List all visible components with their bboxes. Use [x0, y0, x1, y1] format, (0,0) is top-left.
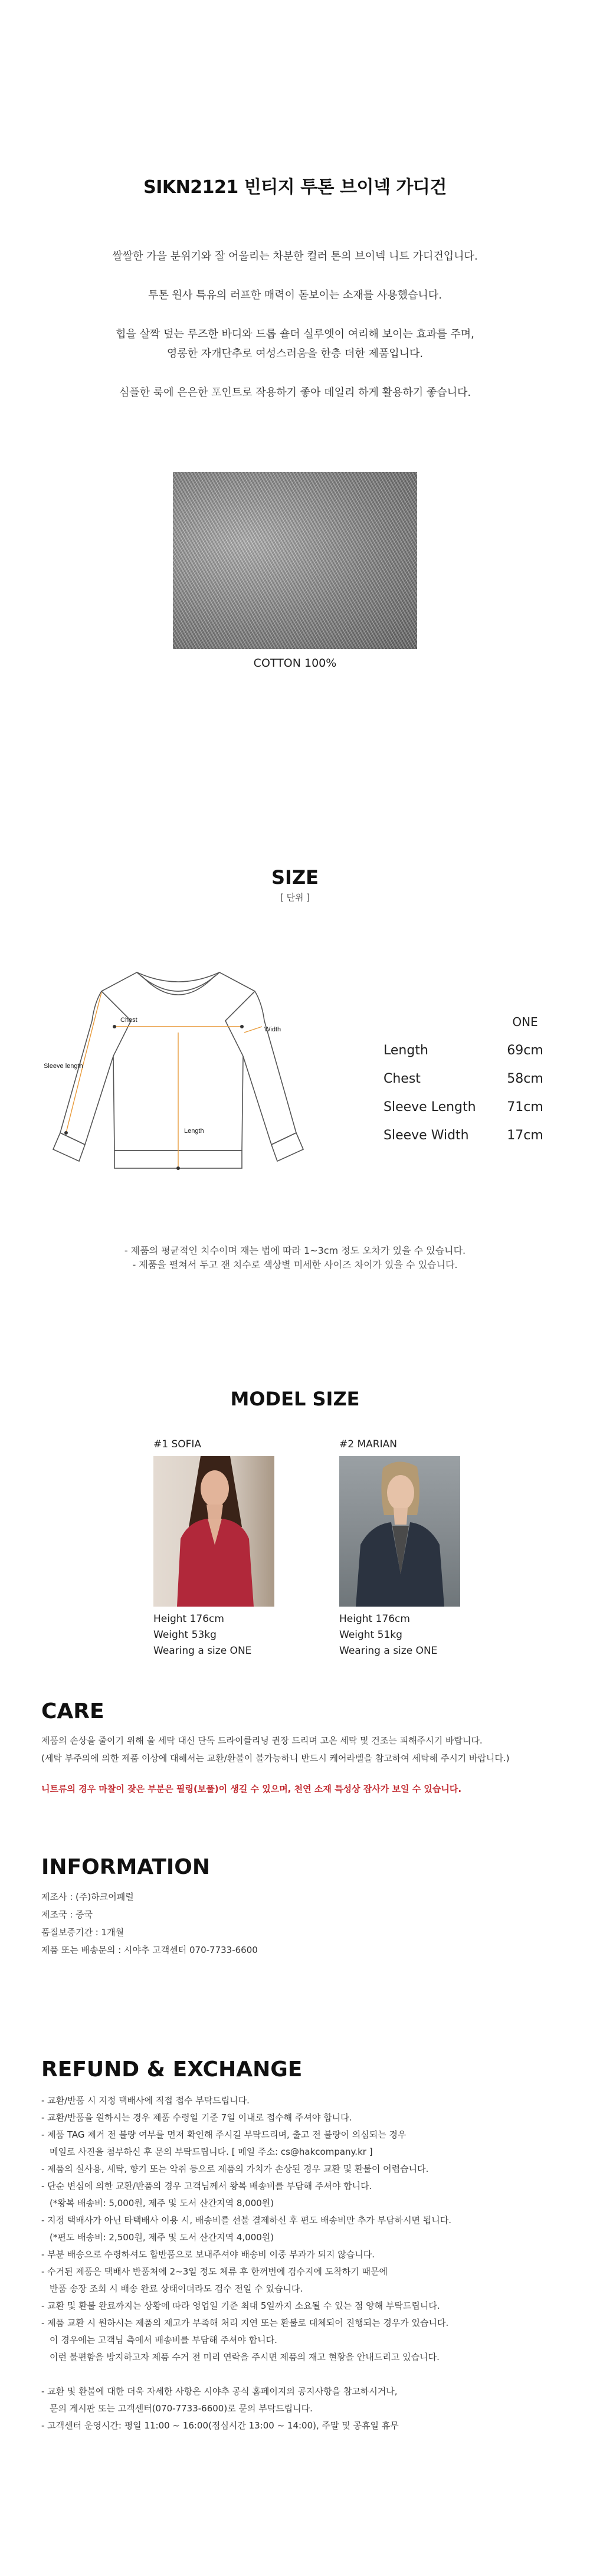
- model-weight: Weight 51kg: [339, 1629, 402, 1641]
- refund-line: (*왕복 배송비: 5,000원, 제주 및 도서 산간지역 8,000원): [50, 2198, 274, 2208]
- refund-line: 반품 송장 조회 시 배송 완료 상태이더라도 검수 전일 수 있습니다.: [50, 2283, 303, 2294]
- diagram-label-width: Width: [264, 1026, 281, 1033]
- intro-line: 심플한 룩에 은은한 포인트로 작용하기 좋아 데일리 하게 활용하기 좋습니다.: [119, 386, 471, 399]
- refund-line: 이런 불편함을 방지하고자 제품 수거 전 미리 연락을 주시면 제품의 재고 현황을 안내드리고 있습니다.: [50, 2352, 440, 2362]
- model-height: Height 176cm: [339, 1613, 410, 1625]
- fabric-swatch-image: [173, 472, 417, 649]
- model-figure-image: [153, 1456, 274, 1607]
- refund-line: - 교환/반품을 원하시는 경우 제품 수령일 기준 7일 이내로 접수해 주셔야 합니다.: [41, 2112, 352, 2123]
- model-height: Height 176cm: [153, 1613, 224, 1625]
- care-line: (세탁 부주의에 의한 제품 이상에 대해서는 교환/환불이 불가능하니 반드시 케어라벨을 참고하여 세탁해 주시기 바랍니다.): [41, 1753, 510, 1764]
- size-notes: [0, 1244, 590, 1272]
- size-section-title: SIZE: [271, 866, 319, 889]
- size-note: - 제품의 평균적인 치수이며 재는 법에 따라 1~3cm 정도 오차가 있을 수 있습니다.: [124, 1245, 466, 1256]
- refund-line: (*편도 배송비: 2,500원, 제주 및 도서 산간지역 4,000원): [50, 2232, 274, 2243]
- refund-body: [41, 2092, 560, 2434]
- care-body: [41, 1732, 560, 1798]
- refund-line: - 교환/반품 시 지정 택배사에 직접 접수 부탁드립니다.: [41, 2095, 250, 2106]
- model-size-title: MODEL SIZE: [230, 1388, 360, 1410]
- info-line: 제조사 : (주)하크어패럴: [41, 1892, 134, 1902]
- size-row-name: Chest: [384, 1071, 421, 1086]
- size-unit-label: [ 단위 ]: [280, 892, 310, 903]
- care-line: 제품의 손상을 줄이기 위해 울 세탁 대신 단독 드라이클리닝 권장 드리며 고온 세탁 및 건조는 피해주시기 바랍니다.: [41, 1735, 483, 1746]
- size-row-name: Sleeve Length: [384, 1100, 476, 1115]
- size-row-name: Length: [384, 1043, 428, 1058]
- refund-line: - 교환 및 환불 완료까지는 상황에 따라 영업일 기준 최대 5일까지 소요될 수 있는 점 양해 부탁드립니다.: [41, 2300, 440, 2311]
- intro-line: 투톤 원사 특유의 러프한 매력이 돋보이는 소재를 사용했습니다.: [148, 289, 442, 301]
- model-weight: Weight 53kg: [153, 1629, 217, 1641]
- model-name: #1 SOFIA: [153, 1438, 202, 1450]
- product-title: SIKN2121 빈티지 투톤 브이넥 가디건: [143, 177, 447, 198]
- refund-line: 메일로 사진을 첨부하신 후 문의 부탁드립니다. [ 메일 주소: cs@hakcompany.kr ]: [50, 2146, 373, 2157]
- product-intro: [0, 247, 590, 422]
- diagram-label-length: Length: [184, 1128, 204, 1135]
- size-row-value: 58cm: [507, 1071, 543, 1086]
- size-row-value: 17cm: [507, 1128, 543, 1143]
- care-title: CARE: [41, 1699, 104, 1723]
- model-name: #2 MARIAN: [339, 1438, 397, 1450]
- refund-spacer: [41, 2366, 560, 2383]
- refund-line: - 교환 및 환불에 대한 더욱 자세한 사항은 시야추 공식 홈페이지의 공지사항을 참고하시거나,: [41, 2386, 398, 2397]
- size-row-value: 69cm: [507, 1043, 543, 1058]
- model-photo: [153, 1456, 274, 1607]
- refund-line: - 제품의 실사용, 세탁, 향기 또는 악취 등으로 제품의 가치가 손상된 경우 교환 및 환불이 어렵습니다.: [41, 2164, 429, 2174]
- information-body: [41, 1888, 560, 1959]
- model-figure-image: [339, 1456, 460, 1607]
- refund-line: - 단순 변심에 의한 교환/반품의 경우 고객님께서 왕복 배송비를 부담해 주셔야 합니다.: [41, 2181, 372, 2191]
- intro-line: 영롱한 자개단추로 여성스러움을 한층 더한 제품입니다.: [166, 348, 424, 360]
- diagram-label-chest: Chest: [120, 1017, 137, 1024]
- measurement-diagram: [42, 956, 314, 1186]
- refund-line: - 제품 교환 시 원하시는 제품의 재고가 부족해 처리 지연 또는 환불로 대체되어 진행되는 경우가 있습니다.: [41, 2318, 449, 2328]
- model-info: [153, 1611, 277, 1659]
- care-warning: 니트류의 경우 마찰이 잦은 부분은 필링(보풀)이 생길 수 있으며, 천연 소재 특성상 잡사가 보일 수 있습니다.: [41, 1784, 462, 1794]
- refund-line: - 고객센터 운영시간: 평일 11:00 ~ 16:00(점심시간 13:00 ~ 14:00), 주말 및 공휴일 휴무: [41, 2420, 399, 2431]
- diagram-label-sleeve: Sleeve length: [44, 1063, 83, 1070]
- refund-line: 문의 게시판 또는 고객센터(070-7733-6600)로 문의 부탁드립니다.: [50, 2403, 313, 2414]
- refund-line: 이 경우에는 고객님 측에서 배송비를 부담해 주셔야 합니다.: [50, 2335, 277, 2345]
- refund-line: - 제품 TAG 제거 전 불량 여부를 먼저 확인해 주시길 부탁드리며, 출고 전 불량이 의심되는 경우: [41, 2129, 407, 2140]
- size-row: [384, 1128, 549, 1146]
- intro-line: 힙을 살짝 덮는 루즈한 바디와 드롭 숄더 실루엣이 여리해 보이는 효과를 주며,: [116, 328, 474, 340]
- information-title: INFORMATION: [41, 1855, 211, 1879]
- model-card-marian: [339, 1438, 463, 1659]
- size-note: - 제품을 펼쳐서 두고 잰 치수로 색상별 미세한 사이즈 차이가 있을 수 있습니다.: [132, 1259, 458, 1270]
- refund-line: - 수거된 제품은 택배사 반품처에 2~3일 정도 체류 후 한꺼번에 검수지에 도착하기 때문에: [41, 2266, 388, 2277]
- size-row: [384, 1100, 549, 1117]
- model-info: [339, 1611, 463, 1659]
- size-row-value: 71cm: [507, 1100, 543, 1115]
- size-row: [384, 1071, 549, 1089]
- info-line: 제품 또는 배송문의 : 시야추 고객센터 070-7733-6600: [41, 1945, 258, 1955]
- info-line: 품질보증기간 : 1개월: [41, 1927, 124, 1938]
- measurement-arrows: [64, 1025, 244, 1170]
- model-photo: [339, 1456, 460, 1607]
- model-wearing-size: Wearing a size ONE: [153, 1645, 252, 1657]
- refund-title: REFUND & EXCHANGE: [41, 2057, 303, 2082]
- measurement-lines: [66, 992, 262, 1168]
- fabric-composition: COTTON 100%: [253, 657, 337, 670]
- model-wearing-size: Wearing a size ONE: [339, 1645, 438, 1657]
- size-column-header: ONE: [512, 1015, 538, 1029]
- refund-line: - 부분 배송으로 수령하셔도 합반품으로 보내주셔야 배송비 이중 부과가 되지 않습니다.: [41, 2249, 375, 2260]
- refund-line: - 지정 택배사가 아닌 타택배사 이용 시, 배송비를 선불 결제하신 후 편도 배송비만 추가 부담하시면 됩니다.: [41, 2215, 452, 2226]
- info-line: 제조국 : 중국: [41, 1909, 93, 1920]
- size-row: [384, 1043, 549, 1061]
- intro-line: 쌀쌀한 가을 분위기와 잘 어울리는 차분한 컬러 톤의 브이넥 니트 가디건입니다.: [112, 250, 478, 263]
- size-row-name: Sleeve Width: [384, 1128, 469, 1143]
- model-card-sofia: [153, 1438, 277, 1659]
